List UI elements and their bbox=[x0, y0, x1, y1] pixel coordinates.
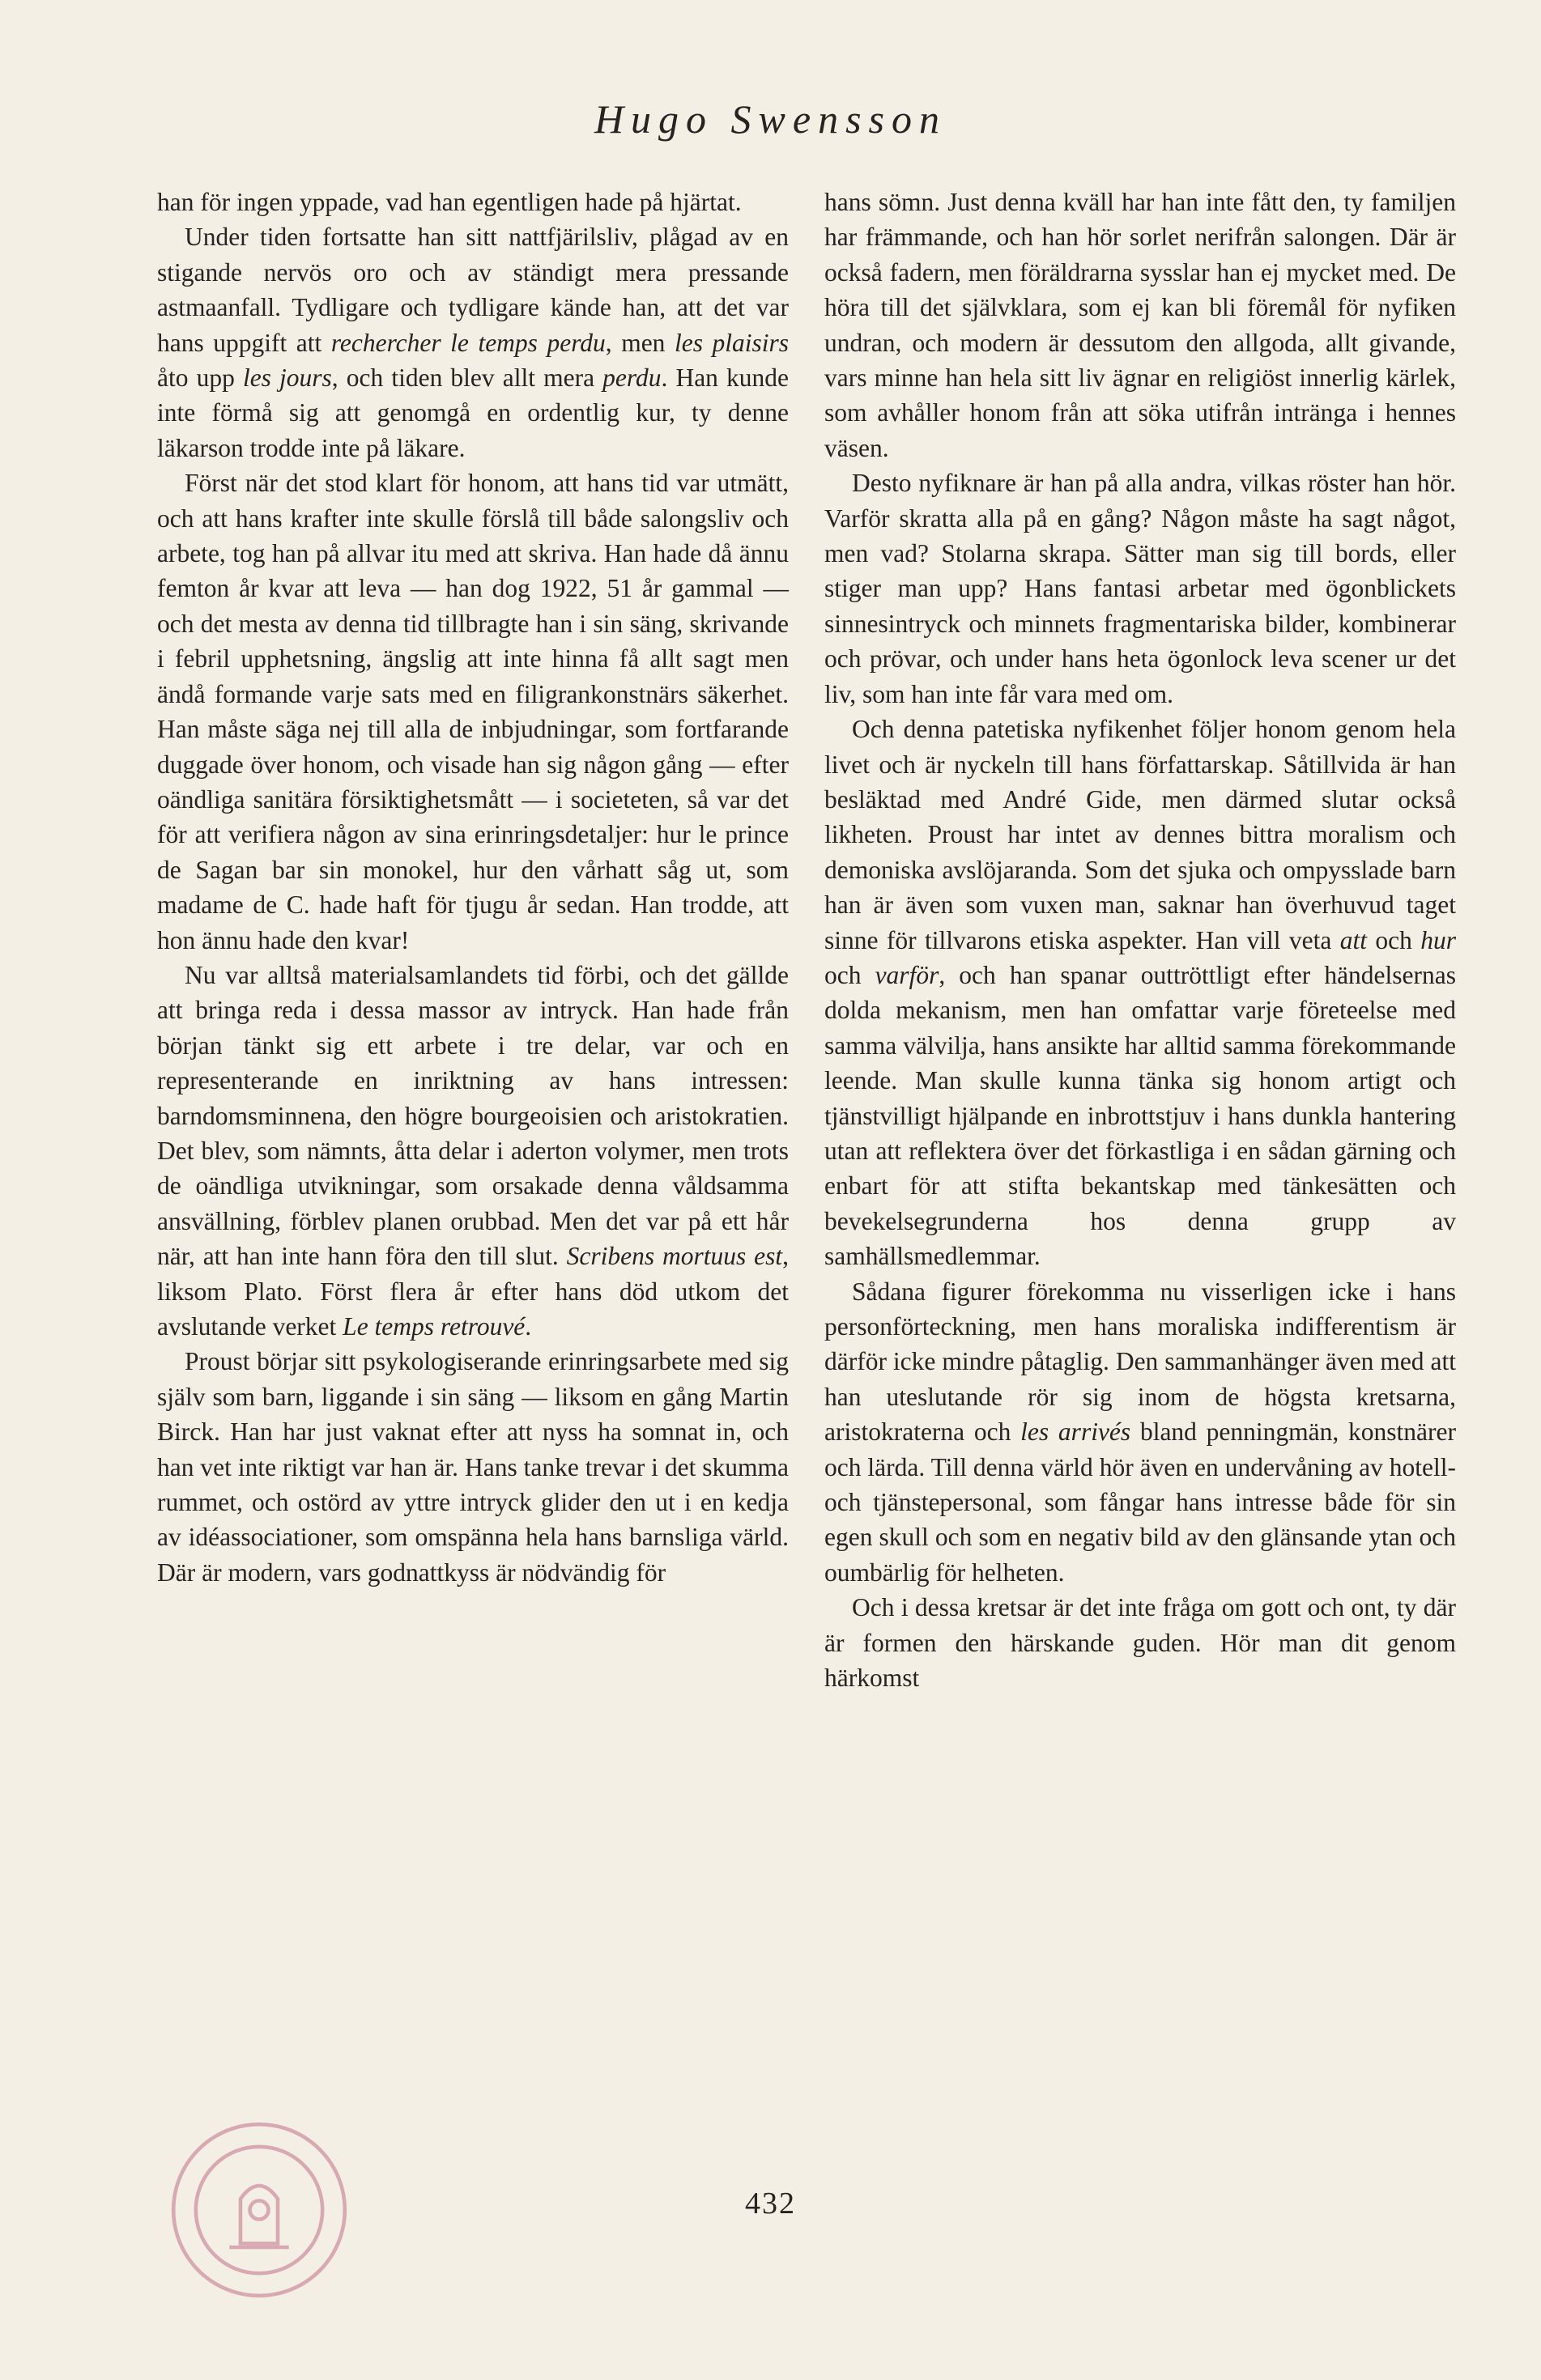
paragraph: Desto nyfiknare är han på alla andra, vilkas röster han hör. Varför skratta alla på en gång? Någon måste ha sagt något, men vad? Stolarna skrapa. Sätter man sig till bords, eller stiger man upp? Hans fantasi arbetar med ögonblickets sinnesintryck och minnets fragmentariska bilder, kombinerar och prövar, och under hans heta ögonlock leva scener ur det liv, som han inte får vara med om. bbox=[824, 469, 1456, 708]
paragraph: han för ingen yppade, vad han egentligen hade på hjärtat. bbox=[157, 188, 742, 216]
paragraph: Under tiden fortsatte han sitt nattfjärilsliv, plågad av en stigande nervös oro och av ständigt mera pressande astmaanfall. Tydligare och tydligare kände han, att det var hans uppgift att rechercher le temps perdu, men les plaisirs åto upp les jours, och tiden blev allt mera perdu. Han kunde inte förmå sig att genomgå en ordentlig kur, ty denne läkarson trodde inte på läkare. bbox=[157, 223, 790, 462]
library-stamp-icon bbox=[166, 2117, 352, 2303]
running-title: Hugo Swensson bbox=[594, 96, 947, 142]
page-number: 432 bbox=[745, 2187, 796, 2221]
right-column bbox=[824, 185, 1456, 1695]
paragraph: Först när det stod klart för honom, att hans tid var utmätt, och att hans krafter inte skulle förslå till både salongsliv och arbete, tog han på allvar itu med att skriva. Han hade då ännu femton år kvar att leva — han dog 1922, 51 år gammal — och det mesta av denna tid tillbragte han i sin säng, skrivande i febril upphetsning, ängslig att inte hinna få allt sagt men ändå formande varje sats med en filigrankonstnärs säkerhet. Han måste säga nej till alla de inbjudningar, som fortfarande duggade över honom, och visade han sig någon gång — efter oändliga sanitära försiktighetsmått — i societeten, så var det för att verifiera någon av sina erinringsdetaljer: hur le prince de Sagan bar sin monokel, hur den vårhatt såg ut, som madame de C. hade haft för tjugu år sedan. Han trodde, att hon ännu hade den kvar! bbox=[157, 469, 789, 954]
left-column bbox=[157, 185, 789, 1590]
paragraph: Och i dessa kretsar är det inte fråga om gott och ont, ty där är formen den härskande guden. Hör man dit genom härkomst bbox=[824, 1593, 1456, 1693]
paragraph: hans sömn. Just denna kväll har han inte fått den, ty familjen har främmande, och han hör sorlet nerifrån salongen. Där är också fadern, men föräldrarna sysslar han ej mycket med. De höra till det självklara, som ej kan bli föremål för nyfiken undran, och modern är dessutom den allgoda, allt givande, vars minne han hela sitt liv ägnar en religiöst innerlig kärlek, som avhåller honom från att söka utifrån intränga i hennes väsen. bbox=[824, 188, 1456, 462]
paragraph: Nu var alltså materialsamlandets tid förbi, och det gällde att bringa reda i dessa massor av intryck. Han hade från början tänkt sig ett arbete i tre delar, var och en representerande en inriktning av hans intressen: barndomsminnena, den högre bourgeoisien och aristokratien. Det blev, som nämnts, åtta delar i aderton volymer, men trots de oändliga utvikningar, som orsakade denna våldsamma ansvällning, förblev planen orubbad. Men det var på ett hår när, att han inte hann föra den till slut. Scribens mortuus est, liksom Plato. Först flera år efter hans död utkom det avslutande verket Le temps retrouvé. bbox=[157, 960, 789, 1341]
paragraph: Och denna patetiska nyfikenhet följer honom genom hela livet och är nyckeln till hans författarskap. Såtillvida är han besläktad med André Gide, men därmed slutar också likheten. Proust har intet av dennes bittra moralism och demoniska avslöjaranda. Som det sjuka och ompysslade barn han är även som vuxen man, saknar han överhuvud taget sinne för tillvarons etiska aspekter. Han vill veta att och hur och varför, och han spanar outtröttligt efter händelsernas dolda mekanism, men han omfattar varje företeelse med samma välvilja, hans ansikte har alltid samma förekommande leende. Man skulle kunna tänka sig honom artigt och tjänstvilligt hjälpande en inbrottstjuv i hans dunkla hantering utan att reflektera över det förkastliga i en sådan gärning och enbart för att stifta bekantskap med tänkesätten och bevekelsegrunderna hos denna grupp av samhällsmedlemmar. bbox=[824, 715, 1457, 1271]
paragraph: Sådana figurer förekomma nu visserligen icke i hans personförteckning, men hans moraliska indifferentism är därför icke mindre påtaglig. Den sammanhänger även med att han uteslutande rör sig inom de högsta kretsarna, aristokraterna och les arrivés bland penningmän, konstnärer och lärda. Till denna värld hör även en undervåning av hotell- och tjänstepersonal, som fångar hans intresse både för sin egen skull och som en negativ bild av den glänsande ytan och oumbärlig för helheten. bbox=[824, 1277, 1456, 1587]
paragraph: Proust börjar sitt psykologiserande erinringsarbete med sig själv som barn, liggande i sin säng — liksom en gång Martin Birck. Han har just vaknat efter att nyss ha somnat in, och han vet inte riktigt var han är. Hans tanke trevar i det skumma rummet, och ostörd av yttre intryck glider den ut i en kedja av idéassociationer, som omspänna hela hans barnsliga värld. Där är modern, vars godnattkyss är nödvändig för bbox=[157, 1347, 789, 1587]
